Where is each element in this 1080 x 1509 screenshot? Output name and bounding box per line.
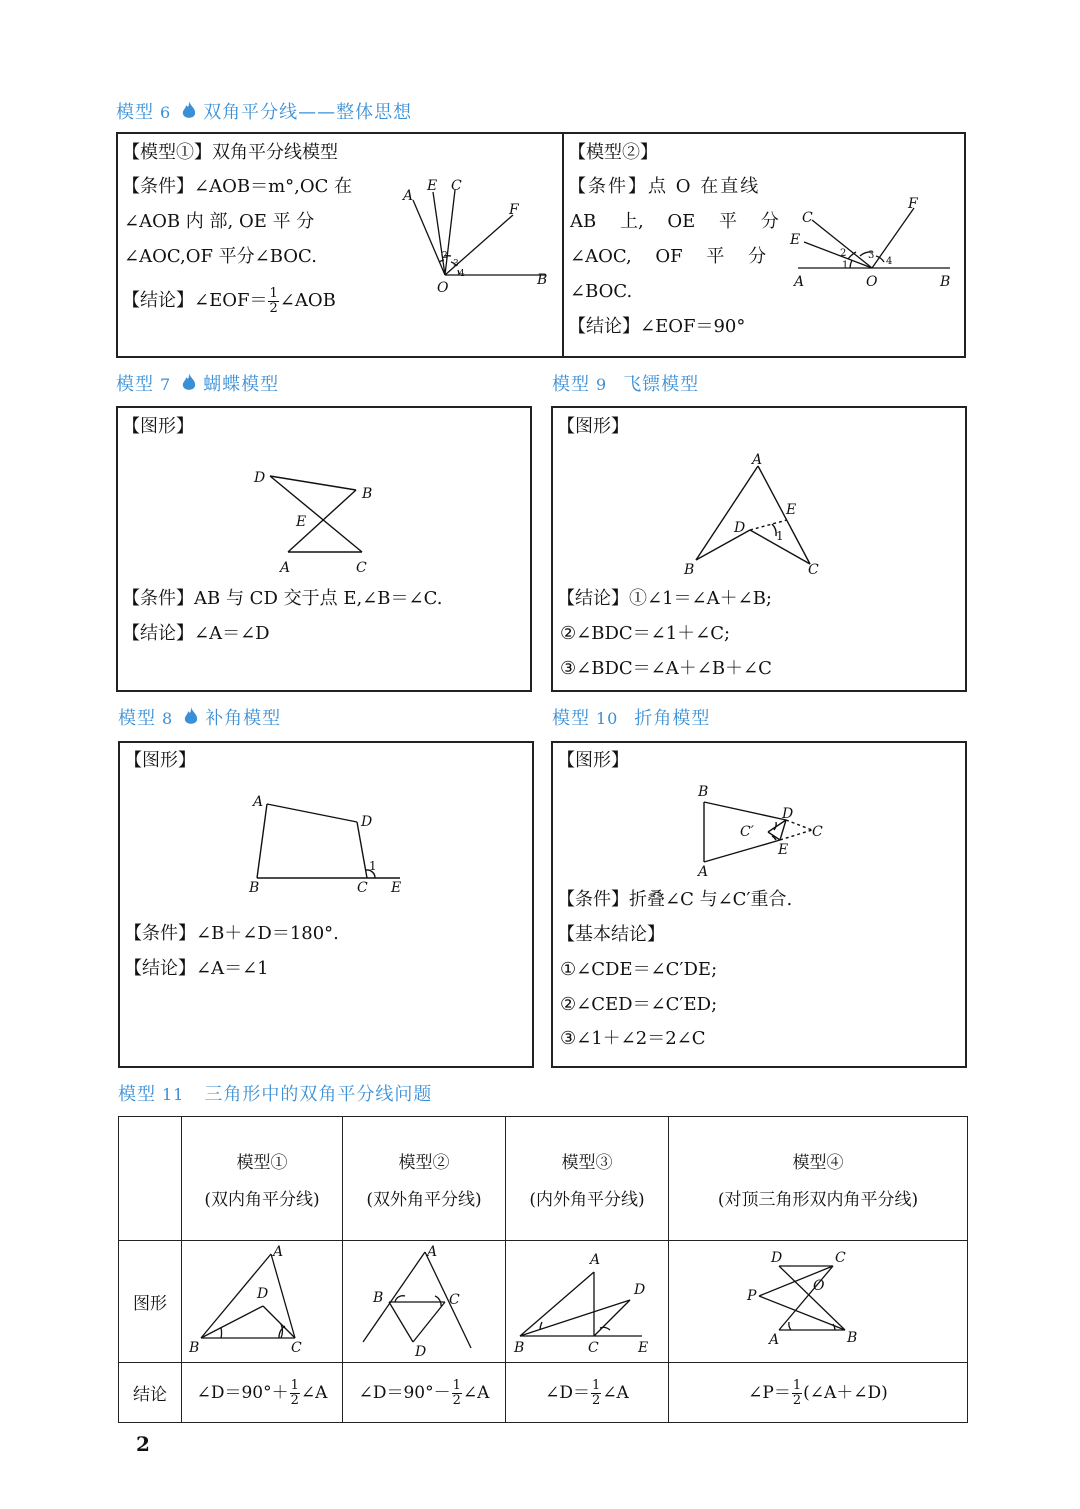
model11-fig-1 bbox=[187, 1244, 337, 1354]
svg-text:A: A bbox=[590, 1252, 601, 1268]
model7-conclusion: 【结论】∠A＝∠D bbox=[122, 623, 270, 644]
label-D: D bbox=[734, 520, 746, 536]
svg-text:D: D bbox=[415, 1344, 427, 1360]
model11-fig-2 bbox=[349, 1244, 499, 1360]
label-C-prime: C′ bbox=[740, 824, 754, 840]
section-header-model6: 模型 6 双角平分线——整体思想 bbox=[116, 98, 412, 126]
model6-left-conclusion: 【结论】∠EOF＝ $\frac{1}{2}$ ∠AOB bbox=[122, 285, 336, 316]
model6-right-figure bbox=[790, 190, 960, 300]
model10-condition: 【条件】折叠∠C 与∠C′重合. bbox=[557, 889, 793, 910]
label-D: D bbox=[254, 470, 266, 486]
model6-right-conclusion: 【结论】∠EOF＝90° bbox=[568, 316, 746, 337]
label-D: D bbox=[782, 806, 794, 822]
table-header-row bbox=[119, 1117, 968, 1241]
model6-right-cond2: AB 上, OE 平 分 bbox=[570, 211, 779, 232]
model6-left-title: 【模型①】双角平分线模型 bbox=[122, 142, 338, 163]
svg-text:2: 2 bbox=[840, 248, 847, 259]
label-E: E bbox=[778, 842, 789, 858]
svg-text:E: E bbox=[638, 1340, 649, 1356]
model8-fig-label: 【图形】 bbox=[124, 750, 196, 771]
model10-conclusion-3: ③∠1＋∠2＝2∠C bbox=[560, 1028, 706, 1049]
model6-left-figure bbox=[395, 170, 555, 300]
label-O: O bbox=[866, 274, 878, 290]
model9-figure bbox=[680, 450, 830, 580]
label-E: E bbox=[786, 502, 797, 518]
table-conclusion-cell: ∠P＝ $\frac{1}{2}$ (∠A＋∠D) bbox=[669, 1363, 968, 1423]
row-label-figure: 图形 bbox=[119, 1241, 182, 1363]
model9-conclusion-3: ③∠BDC＝∠A＋∠B＋∠C bbox=[560, 658, 772, 679]
table-header-cell: 模型④ (对顶三角形双内角平分线) bbox=[669, 1117, 968, 1241]
label-F: F bbox=[908, 196, 918, 212]
svg-text:P: P bbox=[747, 1288, 757, 1304]
svg-text:A: A bbox=[273, 1244, 284, 1260]
table-conclusion-row bbox=[119, 1363, 968, 1423]
model6-divider bbox=[562, 132, 564, 358]
page-number: 2 bbox=[136, 1432, 150, 1456]
svg-text:A: A bbox=[769, 1332, 780, 1348]
table-header-cell: 模型① (双内角平分线) bbox=[182, 1117, 343, 1241]
svg-text:1: 1 bbox=[842, 260, 849, 271]
table-header-cell: 模型③ (内外角平分线) bbox=[506, 1117, 669, 1241]
model6-right-title: 【模型②】 bbox=[568, 142, 658, 163]
svg-text:4: 4 bbox=[459, 269, 465, 279]
label-C: C bbox=[812, 824, 823, 840]
model10-fig-label: 【图形】 bbox=[557, 750, 629, 771]
model9-fig-label: 【图形】 bbox=[557, 416, 629, 437]
label-A: A bbox=[698, 864, 709, 880]
label-D: D bbox=[361, 814, 373, 830]
model6-right-cond4: ∠BOC. bbox=[570, 281, 633, 302]
model11-fig-3 bbox=[512, 1244, 662, 1354]
model7-figure bbox=[250, 464, 380, 574]
table-conclusion-cell: ∠D＝ $\frac{1}{2}$ ∠A bbox=[506, 1363, 669, 1423]
svg-text:B: B bbox=[514, 1340, 525, 1356]
label-F: F bbox=[509, 202, 519, 218]
svg-text:2: 2 bbox=[442, 251, 448, 261]
model7-fig-label: 【图形】 bbox=[122, 416, 194, 437]
label-B: B bbox=[684, 562, 695, 578]
model11-fig-4 bbox=[743, 1244, 893, 1354]
svg-text:B: B bbox=[189, 1340, 200, 1356]
label-A: A bbox=[280, 560, 291, 576]
label-E: E bbox=[296, 514, 307, 530]
svg-text:O: O bbox=[813, 1278, 825, 1294]
svg-text:1: 1 bbox=[776, 529, 784, 543]
section-header-model10: 模型 10 折角模型 bbox=[552, 708, 711, 729]
section-header-model9: 模型 9 飞镖模型 bbox=[552, 374, 700, 395]
table-header-cell: 模型② (双外角平分线) bbox=[343, 1117, 506, 1241]
model11-table bbox=[118, 1116, 968, 1423]
svg-text:3: 3 bbox=[453, 259, 459, 269]
label-O: O bbox=[437, 280, 449, 296]
svg-text:D: D bbox=[634, 1282, 646, 1298]
model8-condition: 【条件】∠B＋∠D＝180°. bbox=[124, 923, 339, 944]
model7-condition: 【条件】AB 与 CD 交于点 E,∠B＝∠C. bbox=[122, 588, 443, 609]
label-A: A bbox=[752, 452, 763, 468]
svg-text:D: D bbox=[257, 1286, 269, 1302]
svg-text:C: C bbox=[291, 1340, 302, 1356]
table-conclusion-cell: ∠D＝90°－ $\frac{1}{2}$ ∠A bbox=[343, 1363, 506, 1423]
label-B: B bbox=[362, 486, 373, 502]
fire-icon bbox=[183, 707, 199, 732]
model8-figure bbox=[245, 788, 415, 898]
section-header-model7: 模型 7 蝴蝶模型 bbox=[116, 370, 279, 398]
model10-conclusion-2: ②∠CED＝∠C′ED; bbox=[560, 994, 718, 1015]
label-A: A bbox=[794, 274, 805, 290]
svg-text:D: D bbox=[771, 1250, 783, 1266]
fire-icon bbox=[181, 373, 197, 398]
svg-text:4: 4 bbox=[886, 256, 893, 267]
label-C: C bbox=[356, 560, 367, 576]
label-B: B bbox=[249, 880, 260, 896]
label-C: C bbox=[357, 880, 368, 896]
model6-right-cond3: ∠AOC, OF 平 分 bbox=[570, 246, 767, 267]
table-figure-row bbox=[119, 1241, 968, 1363]
svg-text:3: 3 bbox=[868, 250, 875, 261]
label-E: E bbox=[391, 880, 402, 896]
label-E: E bbox=[790, 232, 801, 248]
model9-conclusion-1: 【结论】①∠1＝∠A＋∠B; bbox=[557, 588, 772, 609]
svg-text:B: B bbox=[373, 1290, 384, 1306]
svg-text:A: A bbox=[427, 1244, 438, 1260]
model10-conclusion-1: ①∠CDE＝∠C′DE; bbox=[560, 959, 718, 980]
label-B: B bbox=[537, 272, 548, 288]
svg-text:C: C bbox=[835, 1250, 846, 1266]
model10-figure bbox=[690, 780, 840, 880]
svg-text:1: 1 bbox=[369, 859, 377, 873]
label-B: B bbox=[698, 784, 709, 800]
svg-text:C: C bbox=[588, 1340, 599, 1356]
model8-conclusion: 【结论】∠A＝∠1 bbox=[124, 958, 269, 979]
section-header-model11: 模型 11 三角形中的双角平分线问题 bbox=[118, 1084, 433, 1105]
model6-left-cond2: ∠AOB 内 部, OE 平 分 bbox=[124, 211, 315, 232]
table-conclusion-cell: ∠D＝90°＋ $\frac{1}{2}$ ∠A bbox=[182, 1363, 343, 1423]
svg-text:C: C bbox=[449, 1292, 460, 1308]
fire-icon bbox=[181, 101, 197, 126]
model6-right-cond1: 【条件】点 O 在直线 bbox=[568, 176, 761, 197]
label-A: A bbox=[403, 188, 414, 204]
label-C: C bbox=[802, 210, 813, 226]
model6-left-cond3: ∠AOC,OF 平分∠BOC. bbox=[124, 246, 317, 267]
model10-basic-label: 【基本结论】 bbox=[557, 924, 665, 945]
label-E: E bbox=[427, 178, 438, 194]
row-label-conclusion: 结论 bbox=[119, 1363, 182, 1423]
svg-text:B: B bbox=[847, 1330, 858, 1346]
section-header-model8: 模型 8 补角模型 bbox=[118, 704, 281, 732]
label-B: B bbox=[940, 274, 951, 290]
label-A: A bbox=[253, 794, 264, 810]
model9-conclusion-2: ②∠BDC＝∠1＋∠C; bbox=[560, 623, 731, 644]
model6-left-cond1: 【条件】∠AOB＝m°,OC 在 bbox=[122, 176, 353, 197]
label-C: C bbox=[451, 178, 462, 194]
label-C: C bbox=[808, 562, 819, 578]
